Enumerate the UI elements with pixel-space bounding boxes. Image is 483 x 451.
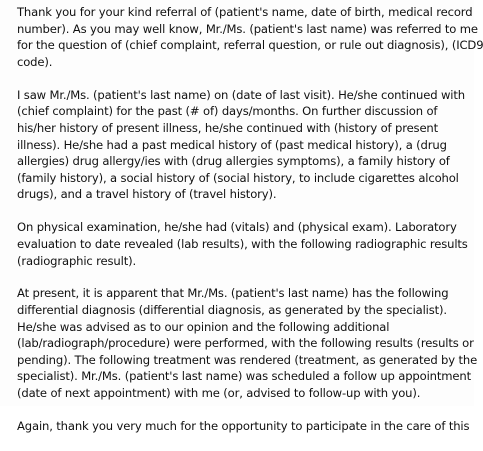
text-line: Again, thank you very much for the opportunity to participate in the care of this <box>17 419 470 434</box>
text-line: illness). He/she had a past medical history of (past medical history), a (drug <box>17 137 447 152</box>
text-line: drugs), and a travel history of (travel history). <box>17 187 277 202</box>
text-line: pending). The following treatment was rendered (treatment, as generated by the <box>17 352 478 367</box>
text-line: (date of next appointment) with me (or, advised to follow-up with you). <box>17 386 421 401</box>
text-line: At present, it is apparent that Mr./Ms. (patient's last name) has the following <box>17 286 449 301</box>
paragraph-examination <box>17 219 469 269</box>
text-line: Thank you for your kind referral of (patient's name, date of birth, medical record <box>17 5 473 19</box>
text-line: number). As you may well know, Mr./Ms. (patient's last name) was referred to me <box>17 21 478 36</box>
text-line: evaluation to date revealed (lab results), with the following radiographic results <box>17 236 468 251</box>
paragraph-referral <box>17 4 483 70</box>
text-line: his/her history of present illness, he/she continued with (history of present <box>17 120 439 135</box>
letter-body <box>17 4 483 451</box>
paragraph-closing <box>17 418 469 435</box>
text-line: I saw Mr./Ms. (patient's last name) on (date of last visit). He/she continued with <box>17 87 465 102</box>
text-line: for the question of (chief complaint, referral question, or rule out diagnosis), (ICD9 <box>17 38 483 53</box>
paragraph-history <box>17 87 469 203</box>
text-line: He/she was advised as to our opinion and the following additional <box>17 319 390 334</box>
text-line: specialist). Mr./Ms. (patient's last name) was scheduled a follow up appointment <box>17 369 471 384</box>
text-line: (family history), a social history of (social history, to include cigarettes alcohol <box>17 170 459 185</box>
paragraph-assessment <box>17 285 478 401</box>
text-line: (chief complaint) for the past (# of) days/months. On further discussion of <box>17 104 438 119</box>
text-line: differential diagnosis (differential diagnosis, as generated by the specialist). <box>17 303 447 318</box>
text-line: (lab/radiograph/procedure) were performed, with the following results (results or <box>17 336 474 351</box>
text-line: On physical examination, he/she had (vitals) and (physical exam). Laboratory <box>17 220 457 235</box>
text-line: allergies) drug allergy/ies with (drug allergies symptoms), a family history of <box>17 154 450 169</box>
text-line: (radiographic result). <box>17 253 136 268</box>
text-line: code). <box>17 54 53 69</box>
